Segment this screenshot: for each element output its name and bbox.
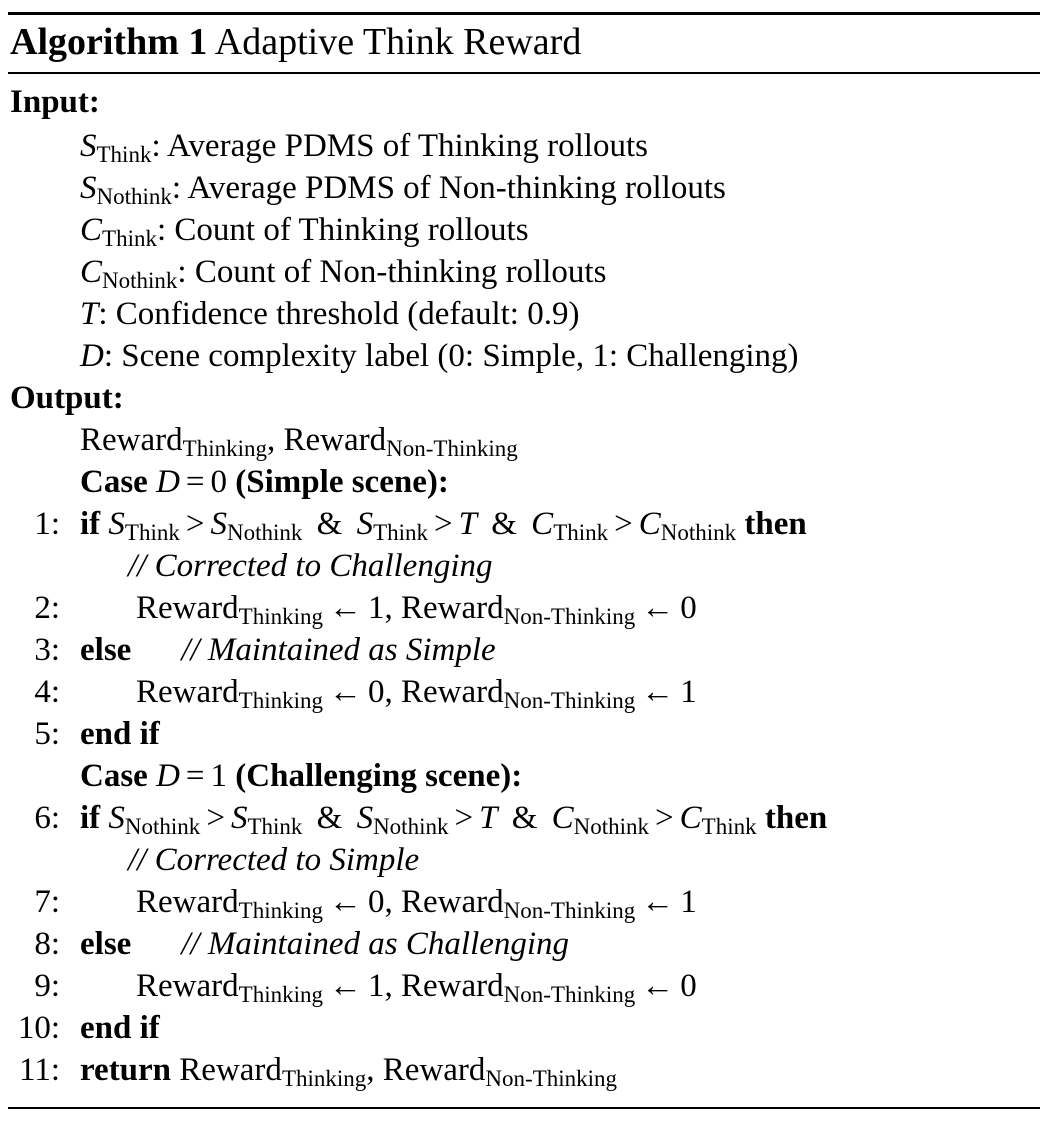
case-challenging-header: Case D = 1 (Challenging scene): — [80, 758, 523, 794]
line-number: 11: — [19, 1052, 60, 1088]
line-number: 1: — [34, 506, 60, 542]
line-number: 9: — [34, 968, 60, 1004]
comment-corrected-simple: // Corrected to Simple — [128, 842, 420, 878]
output-label: Output: — [10, 380, 124, 416]
line-number: 2: — [34, 590, 60, 626]
line-number: 10: — [17, 1010, 60, 1046]
input-t: T: Confidence threshold (default: 0.9) — [80, 296, 580, 332]
algorithm-title: Algorithm 1 Adaptive Think Reward — [10, 21, 582, 63]
line-number: 4: — [34, 674, 60, 710]
line-number: 8: — [34, 926, 60, 962]
input-d: D: Scene complexity label (0: Simple, 1: Challenging) — [80, 338, 799, 374]
input-c-think: $C_{Think}$: Count of Thinking rollouts — [80, 212, 529, 251]
title-rule — [8, 72, 1040, 74]
comment-corrected-challenging: // Corrected to Challenging — [128, 548, 493, 584]
input-c-nothink: $C_{Nothink}$: Count of Non-thinking rollouts — [80, 254, 607, 293]
input-s-nothink: $S_{Nothink}$: Average PDMS of Non-thinking rollouts — [80, 170, 726, 209]
line-number: 6: — [34, 800, 60, 836]
input-label: Input: — [10, 84, 100, 120]
case-simple-header: Case D = 0 (Simple scene): — [80, 464, 449, 500]
line-number: 5: — [34, 716, 60, 752]
line-number: 3: — [34, 632, 60, 668]
bottom-rule — [8, 1107, 1040, 1109]
input-s-think: $S_{Think}$: Average PDMS of Thinking rollouts — [80, 128, 648, 167]
line-number: 7: — [34, 884, 60, 920]
algorithm-page: Algorithm 1 Adaptive Think Reward Input: $S_{Think}$: Average PDMS of Thinking rollouts $S_{Nothink}$: Average PDMS of Non-thinking rollouts $C_{Think}$: Count of Thinking rollouts $C_{Nothink}$: Count of Non-thinking rollouts T: Confidence threshold (default: 0.9) D: Scene complexity label (0: Simple, 1: Challenging) Output: Reward$_{Thinking}$, Reward$_{Non-Thinking}$ Case D = 0 (Simple scene): 1: if $S_{Think} > S_{Nothink}$ & $S_{Think} > T$ & $C_{Think} > C_{Nothink}$ then // Corrected to Challenging 2: Reward$_{Thinking}$ ← 1, Reward$_{Non-Thinking}$ ← 0 3: else // Maintained as Simple 4: Reward$_{Thinking}$ ← 0, Reward$_{Non-Thinking}$ ← 1 5: end if Case D = 1 (Challenging scene): 6: if $S_{Nothink} > S_{Think}$ & $S_{Nothink} > T$ & $C_{Nothink} > C_{Think}$ then // Corrected to Simple 7: Reward$_{Thinking}$ ← 0, Reward$_{Non-Thinking}$ ← 1 8: else // Maintained as Challenging 9: Reward$_{Thinking}$ ← 1, Reward$_{Non-Thinking}$ ← 0 10: end if 11: return Reward$_{Thinking}$, Reward$_{Non-Thinking}$ — [0, 0, 1046, 1122]
output-rewards: Reward$_{Thinking}$, Reward$_{Non-Thinking}$ — [80, 422, 518, 461]
top-rule — [8, 12, 1040, 15]
